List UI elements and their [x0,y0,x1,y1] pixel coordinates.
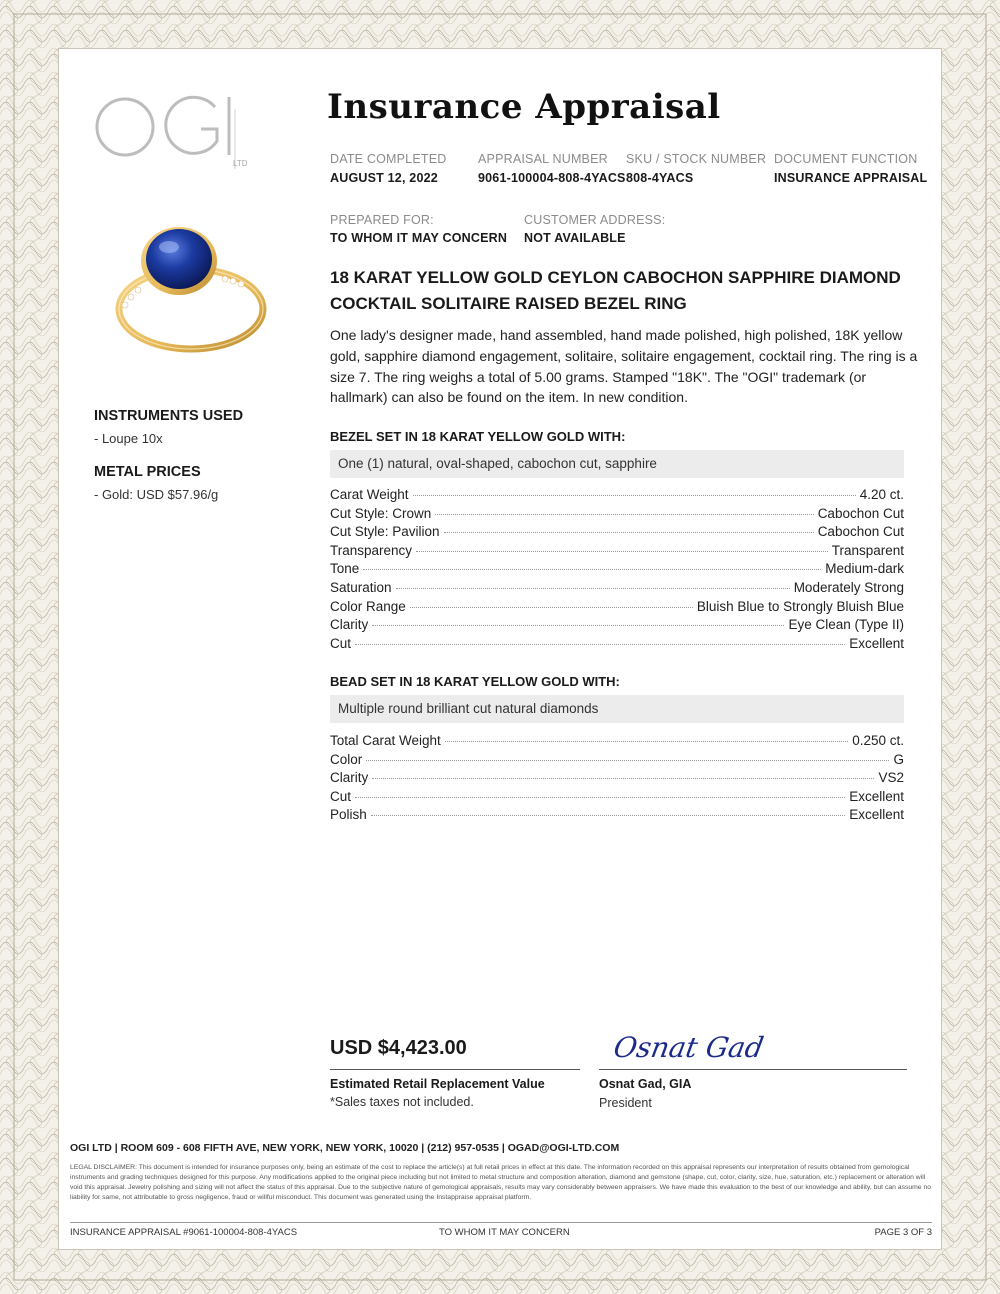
spec-value: Eye Clean (Type II) [788,617,904,633]
spec-label: Cut Style: Pavilion [330,524,440,540]
leader-dots [396,588,790,589]
spec-value: Cabochon Cut [817,505,904,521]
leader-dots [371,815,845,816]
spec-value: Moderately Strong [793,579,904,595]
spec-label: Transparency [330,542,413,558]
spec-row [330,617,904,636]
spec-row [330,580,904,599]
bead-band: Multiple round brilliant cut natural diamonds [330,695,904,723]
spec-value: Bluish Blue to Strongly Bluish Blue [696,598,904,614]
spec-label: Cut Style: Crown [330,505,432,521]
leader-dots [410,607,693,608]
ogi-logo [95,89,255,179]
spec-label: Color Range [330,598,406,614]
retail-price: USD $4,423.00 [330,1037,467,1059]
leader-dots [355,797,845,798]
bead-spec-list [330,733,904,826]
appraisal-number-value: 9061-100004-808-4YACS [478,171,626,185]
customer-address-value: NOT AVAILABLE [524,231,626,245]
bead-heading: BEAD SET IN 18 KARAT YELLOW GOLD WITH: [330,674,620,689]
leader-dots [416,551,828,552]
bezel-band: One (1) natural, oval-shaped, cabochon cut, sapphire [330,450,904,478]
leader-dots [372,778,874,779]
document-title: Insurance Appraisal [327,87,721,127]
ring-photo [105,209,275,359]
spec-value: Transparent [831,542,904,558]
spec-label: Clarity [330,617,369,633]
footer-page-number: PAGE 3 OF 3 [874,1227,932,1238]
signer-title: President [599,1096,652,1110]
sku-label: SKU / STOCK NUMBER [626,152,767,166]
leader-dots [355,644,845,645]
spec-row [330,752,904,771]
spec-row [330,636,904,655]
spec-label: Saturation [330,579,392,595]
logo-sub-text: LTD [233,159,248,168]
spec-row [330,543,904,562]
spec-row [330,770,904,789]
signature-line [599,1069,907,1070]
date-label: DATE COMPLETED [330,152,447,166]
item-description: One lady's designer made, hand assembled, hand made polished, high polished, 18K yellow gold, sapphire diamond engagement, solitaire, solitaire engagement, cocktail ring. The ring is a size 7. The ring weighs a total of 5.00 grams. Stamped "18K". The "OGI" trademark (or hallmark) can also be found on the item. In new condition. [330,327,918,406]
spec-row [330,506,904,525]
footer-divider [70,1222,932,1223]
spec-value: Medium-dark [825,561,904,577]
company-address: OGI LTD | ROOM 609 - 608 FIFTH AVE, NEW YORK, NEW YORK, 10020 | (212) 957-0535 | OGAD@OGI-LTD.COM [70,1142,620,1154]
logo-text [95,89,97,90]
date-value: AUGUST 12, 2022 [330,171,438,185]
leader-dots [435,514,813,515]
spec-label: Carat Weight [330,487,409,502]
price-label: Estimated Retail Replacement Value [330,1077,545,1091]
prepared-for-label: PREPARED FOR: [330,213,434,227]
metal-prices-heading: METAL PRICES [94,464,201,480]
leader-dots [413,495,856,496]
ogi-logo-mark [95,89,255,179]
spec-row [330,733,904,752]
spec-label: Tone [330,561,360,577]
signature: Osnat Gad [611,1031,767,1064]
metal-prices-item: - Gold: USD $57.96/g [94,487,219,502]
spec-label: Clarity [330,770,369,786]
prepared-for-value: TO WHOM IT MAY CONCERN [330,231,508,245]
certificate-panel [58,48,942,1250]
document-function-label: DOCUMENT FUNCTION [774,152,918,166]
price-underline [330,1069,580,1070]
leader-dots [444,532,814,533]
spec-value: Excellent [849,788,904,804]
spec-value: Excellent [849,807,904,823]
spec-label: Color [330,751,363,767]
spec-row [330,807,904,826]
spec-value: Excellent [849,635,904,651]
leader-dots [366,760,889,761]
spec-row [330,789,904,808]
bezel-heading: BEZEL SET IN 18 KARAT YELLOW GOLD WITH: [330,429,626,444]
spec-row [330,599,904,618]
leader-dots [445,741,848,742]
appraisal-number-label: APPRAISAL NUMBER [478,152,608,166]
spec-row [330,524,904,543]
spec-value: VS2 [878,770,904,786]
item-title: 18 KARAT YELLOW GOLD CEYLON CABOCHON SAPPHIRE DIAMOND COCKTAIL SOLITAIRE RAISED BEZEL RING [330,268,901,313]
spec-row [330,561,904,580]
customer-address-label: CUSTOMER ADDRESS: [524,213,666,227]
bezel-spec-list [330,487,904,654]
spec-value: 4.20 ct. [859,487,904,502]
spec-label: Polish [330,807,367,823]
footer-appraisal-ref: INSURANCE APPRAISAL #9061-100004-808-4YACS [70,1227,298,1238]
signer-name: Osnat Gad, GIA [599,1077,692,1091]
spec-value: 0.250 ct. [852,733,904,748]
tax-note: *Sales taxes not included. [330,1095,474,1109]
footer-recipient: TO WHOM IT MAY CONCERN [439,1227,570,1238]
leader-dots [372,625,784,626]
spec-label: Cut [330,788,352,804]
legal-disclaimer: LEGAL DISCLAIMER: This document is intended for insurance purposes only, being an estimate of the cost to replace the article(s) at full retail prices in effect at this date. The information recorded on this appraisal represents our interpretation of results obtained from gemological instruments and grading techniques designed for this purpose. Any modifications applied to the original piece including but not limited to metal structure and composition alteration, diamond and gemstone (shape, cut, color, clarity, size, hue, saturation, etc.) replacement or alteration will void this appraisal. Jewelry polishing and sizing will not affect the status of this appraisal. Due to the subjective nature of gemological appraisals, results may vary considerably between appraisers. We have made this evaluation to the best of our knowledge and ability, but can assume no liability for same, not attributable to gross negligence, fraud or willful misconduct. This document was generated using the Instappraise appraisal platform. [70,1164,932,1201]
spec-value: G [893,751,904,767]
sku-value: 808-4YACS [626,171,694,185]
spec-label: Cut [330,635,352,651]
spec-label: Total Carat Weight [330,733,441,748]
instruments-item: - Loupe 10x [94,431,163,446]
leader-dots [363,569,821,570]
instruments-heading: INSTRUMENTS USED [94,408,244,424]
spec-row [330,487,904,506]
spec-value: Cabochon Cut [817,524,904,540]
document-function-value: INSURANCE APPRAISAL [774,171,928,185]
